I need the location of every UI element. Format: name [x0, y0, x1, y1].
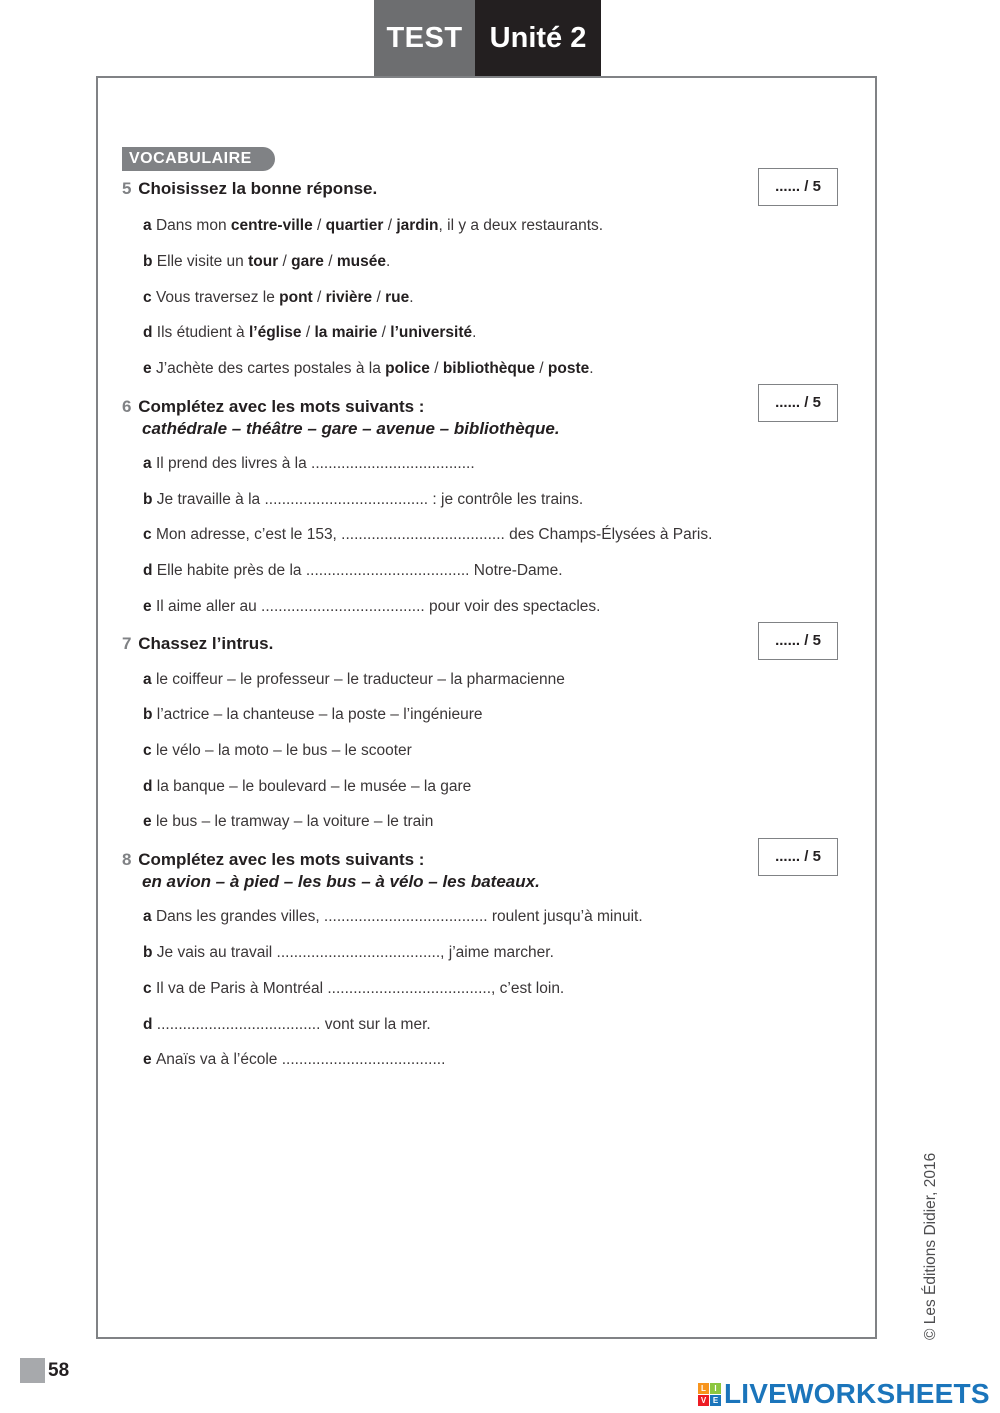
exercise-number: 5 — [122, 179, 132, 198]
exercise-instruction: Complétez avec les mots suivants : — [138, 850, 425, 869]
item-letter: a — [143, 455, 156, 472]
exercise-8-title — [122, 849, 424, 871]
item-letter: c — [143, 742, 156, 759]
item-text: Ils étudient à l’église / la mairie / l’université. — [156, 324, 477, 341]
item-text: ...................................... vont sur la mer. — [156, 1016, 431, 1033]
item-letter: e — [143, 598, 156, 615]
item-letter: b — [143, 491, 157, 508]
exercise-8-item-b — [143, 943, 554, 963]
exercise-6-item-d — [143, 561, 563, 581]
exercise-number: 8 — [122, 850, 132, 869]
item-text: le coiffeur – le professeur – le traducteur – la pharmacienne — [155, 671, 565, 688]
exercise-7-item-b — [143, 705, 483, 725]
item-letter: d — [143, 562, 157, 579]
item-text: Vous traversez le pont / rivière / rue. — [155, 289, 414, 306]
item-letter: c — [143, 526, 156, 543]
exercise-number: 7 — [122, 634, 132, 653]
exercise-number: 6 — [122, 397, 132, 416]
item-text: Dans mon centre-ville / quartier / jardin, il y a deux restaurants. — [155, 217, 604, 234]
page-number-marker — [20, 1358, 45, 1383]
exercise-instruction: Complétez avec les mots suivants : — [138, 397, 425, 416]
logo-letter: E — [710, 1395, 721, 1406]
item-letter: a — [143, 671, 156, 688]
exercise-5-item-c — [143, 288, 414, 308]
exercise-5-item-a — [143, 216, 603, 236]
exercise-8-word-list: en avion – à pied – les bus – à vélo – les bateaux. — [142, 872, 540, 891]
exercise-6-score-box: ...... / 5 — [758, 384, 838, 422]
exercise-instruction: Chassez l’intrus. — [138, 634, 274, 653]
item-text: Elle visite un tour / gare / musée. — [156, 253, 391, 270]
item-text: le bus – le tramway – la voiture – le train — [155, 813, 434, 830]
item-letter: e — [143, 1051, 156, 1068]
item-letter: d — [143, 778, 157, 795]
logo-letter: V — [698, 1395, 709, 1406]
item-letter: e — [143, 360, 156, 377]
item-text: Elle habite près de la ...................................... Notre-Dame. — [156, 562, 563, 579]
page-number: 58 — [48, 1360, 70, 1381]
item-text: Anaïs va à l’école ...................................... — [155, 1051, 446, 1068]
item-letter: b — [143, 944, 157, 961]
exercise-7-score-box: ...... / 5 — [758, 622, 838, 660]
item-letter: d — [143, 1016, 157, 1033]
copyright-notice: © Les Éditions Didier, 2016 — [922, 1152, 939, 1340]
item-text: Mon adresse, c’est le 153, ...................................... des Champs-Élysées à Paris. — [155, 526, 713, 543]
exercise-5-score-box: ...... / 5 — [758, 168, 838, 206]
item-letter: c — [143, 980, 156, 997]
exercise-8-item-e — [143, 1050, 445, 1070]
exercise-7-item-a — [143, 670, 565, 690]
exercise-7-item-d — [143, 777, 471, 797]
item-text: Je travaille à la ...................................... : je contrôle les trains. — [156, 491, 584, 508]
exercise-6-word-list: cathédrale – théâtre – gare – avenue – bibliothèque. — [142, 419, 560, 438]
logo-letter: I — [710, 1383, 721, 1394]
item-text: Il aime aller au ...................................... pour voir des spectacles. — [155, 598, 601, 615]
exercise-7-item-c — [143, 741, 412, 761]
item-letter: a — [143, 908, 156, 925]
liveworksheets-logo — [698, 1378, 990, 1410]
item-text: Il prend des livres à la ...................................... — [155, 455, 475, 472]
exercise-6-title — [122, 396, 424, 418]
exercise-7-item-e — [143, 812, 433, 832]
unit-tab: Unité 2 — [475, 0, 601, 76]
exercise-instruction: Choisissez la bonne réponse. — [138, 179, 378, 198]
exercise-8-item-a — [143, 907, 643, 927]
item-letter: e — [143, 813, 156, 830]
exercise-8-score-box: ...... / 5 — [758, 838, 838, 876]
item-letter: c — [143, 289, 156, 306]
item-letter: a — [143, 217, 156, 234]
exercise-5-title — [122, 178, 377, 200]
item-letter: b — [143, 706, 157, 723]
item-text: Je vais au travail ......................................, j’aime marcher. — [156, 944, 554, 961]
item-text: Il va de Paris à Montréal ......................................, c’est loin. — [155, 980, 565, 997]
liveworksheets-icon — [698, 1383, 721, 1406]
logo-letter: L — [698, 1383, 709, 1394]
exercise-6-item-a — [143, 454, 475, 474]
test-tab: TEST — [374, 0, 475, 76]
exercise-5-item-e — [143, 359, 594, 379]
exercise-6-item-c — [143, 525, 712, 545]
item-letter: d — [143, 324, 157, 341]
item-text: J’achète des cartes postales à la police / bibliothèque / poste. — [155, 360, 594, 377]
item-text: Dans les grandes villes, ...................................... roulent jusqu’à minuit. — [155, 908, 643, 925]
item-letter: b — [143, 253, 157, 270]
exercise-5-item-d — [143, 323, 476, 343]
exercise-5-item-b — [143, 252, 390, 272]
exercise-6-item-e — [143, 597, 600, 617]
section-tag-vocabulaire: VOCABULAIRE — [122, 147, 275, 171]
item-text: l’actrice – la chanteuse – la poste – l’ingénieure — [156, 706, 483, 723]
item-text: la banque – le boulevard – le musée – la gare — [156, 778, 472, 795]
exercise-6-item-b — [143, 490, 583, 510]
exercise-7-title — [122, 633, 273, 655]
exercise-8-item-d — [143, 1015, 431, 1035]
liveworksheets-wordmark: LIVEWORKSHEETS — [724, 1378, 990, 1409]
exercise-8-item-c — [143, 979, 564, 999]
item-text: le vélo – la moto – le bus – le scooter — [155, 742, 412, 759]
